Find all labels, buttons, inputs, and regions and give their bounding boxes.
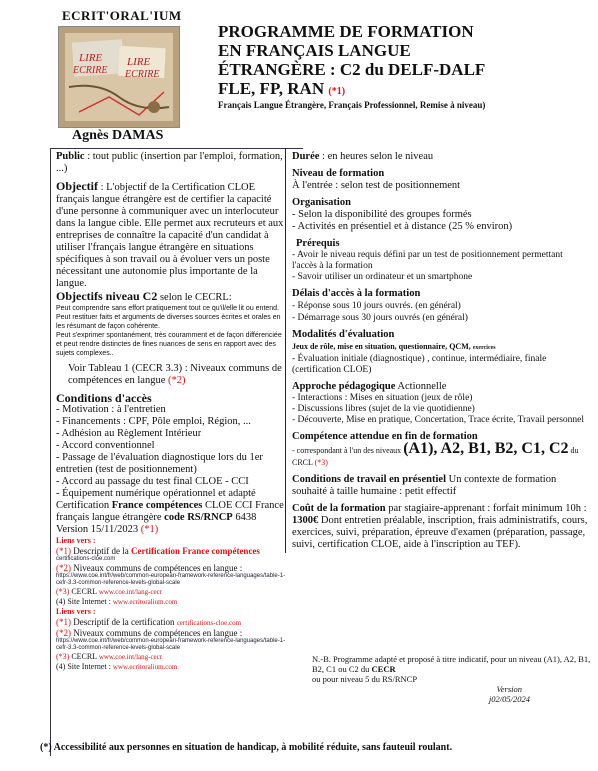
niveau-text: À l'entrée : selon test de positionnement: [292, 180, 461, 191]
lien-item: (*1) Descriptif de la certification certifications-cloe.com: [56, 617, 242, 627]
niveau-heading: Niveau de formation: [292, 168, 385, 179]
prerequis-heading: Prérequis: [296, 238, 340, 249]
author-name: Agnès DAMAS: [72, 128, 164, 143]
footnote-marker: (*1): [328, 86, 346, 97]
approche-heading: Approche pédagogique Actionnelle: [292, 381, 447, 392]
page-title: PROGRAMME DE FORMATION EN FRANÇAIS LANGUE ÉTRANGÈRE : C2 du DELF-DALF FLE, FP, RAN (*1): [218, 22, 486, 98]
condition-item: - Motivation : à l'entretien: [56, 404, 166, 415]
lien-item: (4) Site Internet : www.ecritoralium.com: [56, 597, 178, 606]
right-column: [292, 151, 590, 551]
lien-item: (*2) Niveaux communs de compétences en langue :: [56, 628, 243, 638]
competence-heading: Compétence attendue en fin de formation: [292, 431, 478, 442]
approche-item: - Discussions libres (sujet de la vie quotidienne): [292, 404, 475, 414]
svg-text:ECRIRE: ECRIRE: [73, 65, 108, 76]
condition-item: - Adhésion au Règlement Intérieur: [56, 428, 202, 439]
version-label: Version: [496, 684, 522, 694]
lien-item: (*3) CECRL www.coe.int/lang-cecr: [56, 587, 163, 596]
svg-text:LIRE: LIRE: [79, 52, 103, 64]
logo-illustration: [59, 27, 179, 127]
prerequis-item: - Savoir utiliser un ordinateur et un smartphone: [292, 272, 473, 282]
approche-item: - Découverte, Mise en pratique, Concertation, Trace écrite, Travail personnel: [292, 415, 585, 425]
duree-section: Durée : en heures selon le niveau: [292, 151, 434, 162]
page-subtitle: Français Langue Étrangère, Français Professionnel, Remise à niveau): [218, 100, 486, 110]
certification-text: Certification France compétences CLOE CCI France français langue étrangère code RS/RNCP 6438 Version 15/11/2023 (*1): [56, 500, 284, 535]
liens-heading: Liens vers :: [56, 536, 96, 545]
link[interactable]: https://www.coe.int/fr/web/common-european-framework-reference-languages/table-1-cefr-3.3-common-reference-levels-global-scale: [56, 638, 286, 651]
liens-heading: Liens vers :: [56, 607, 96, 616]
link[interactable]: https://www.coe.int/fr/web/common-european-framework-reference-languages/table-1-cefr-3.3-common-reference-levels-global-scale: [56, 573, 286, 586]
condition-item: - Financements : CPF, Pôle emploi, Région, ...: [56, 416, 251, 427]
competence-text: - correspondant à l'un des niveaux (A1), A2, B1, B2, C1, C2 du CRCL (*3): [292, 440, 579, 467]
approche-item: - Interactions : Mises en situation (jeux de rôle): [292, 393, 473, 403]
delais-item: - Réponse sous 10 jours ouvrés. (en général): [292, 301, 461, 311]
cout-section: Coût de la formation par stagiaire-apprenant : forfait minimum 10h : 1300€ Dont entretien préalable, inscription, frais administratifs, cours, exercices, suivi, préparation, épreuve d'examen (préparation, passage, suivi, certification CLOE, aide à l'inscription au TEF).: [292, 503, 588, 550]
lien-item: (4) Site Internet : www.ecritoralium.com: [56, 662, 178, 671]
condition-item: - Accord au passage du test final CLOE - CCI: [56, 476, 249, 487]
public-section: Public : tout public (insertion par l'emploi, formation, ...): [56, 151, 283, 174]
modalites-heading: Modalités d'évaluation: [292, 329, 395, 340]
niveau-desc-2: Peut restituer faits et arguments de diverses sources écrites et orales en les résumant de façon cohérente.: [56, 314, 281, 330]
objectif-section: Objectif : L'objectif de la Certification CLOE français langue étrangère est de certifier la capacité d'une personne à communiquer avec un interlocuteur dans la langue cible. Elle permet aux recruteurs et aux entreprises de connaître la capacité d'un candidat à utiliser l'français langue étrangère en situations spécifiques à son travail ou à évoluer vers un poste nécessitant une autonomie plus importante de la langue.: [56, 179, 284, 289]
delais-item: - Démarrage sous 30 jours ouvrés (en général): [292, 313, 468, 323]
conditions-heading: Conditions d'accès: [56, 391, 152, 405]
lien-item: (*3) CECRL www.coe.int/lang-cecr: [56, 652, 163, 661]
organisation-item: - Selon la disponibilité des groupes formés: [292, 209, 472, 220]
niveaux-heading: Objectifs niveau C2 selon le CECRL:: [56, 289, 232, 303]
lien-item: (*1) Descriptif de la Certification France compétences: [56, 546, 260, 556]
lien-item: (*2) Niveaux communs de compétences en langue :: [56, 563, 243, 573]
logo: [58, 26, 180, 128]
modalites-sub: Jeux de rôle, mise en situation, questionnaire, QCM, exercices: [292, 342, 496, 351]
link[interactable]: certifications-cloe.com: [56, 556, 116, 562]
niveau-desc-3: Peut s'exprimer spontanément, très couramment et de façon différenciée et peut rendre distinctes de fines nuances de sens en rapport avec des sujets complexes..: [56, 332, 282, 357]
organisation-item: - Activités en présentiel et à distance (25 % environ): [292, 221, 513, 232]
footer-note: (*) Accessibilité aux personnes en situation de handicap, à mobilité réduite, sans fauteuil roulant.: [40, 742, 453, 753]
organisation-heading: Organisation: [292, 197, 351, 208]
niveau-desc-1: Peut comprendre sans effort pratiquement tout ce qu'il/elle lit ou entend.: [56, 305, 280, 312]
left-column: [56, 151, 288, 672]
prerequis-item: - Avoir le niveau requis défini par un test de positionnement permettant l'accès à la formation: [292, 250, 563, 271]
brand-name: ECRIT'ORAL'IUM: [62, 8, 182, 23]
condition-item: - Passage de l'évaluation diagnostique lors du 1er entretien (test de positionnement): [56, 452, 263, 475]
delais-heading: Délais d'accès à la formation: [292, 288, 421, 299]
voir-tableau: Voir Tableau 1 (CECR 3.3) : Niveaux communs de compétences en langue (*2): [68, 363, 282, 386]
condition-item: - Équipement numérique opérationnel et adapté: [56, 488, 256, 499]
svg-text:ECRIRE: ECRIRE: [125, 69, 160, 80]
modalites-text: - Évaluation initiale (diagnostique) , continue, intermédiaire, finale (certification CLOE): [292, 354, 547, 375]
version-date: j02/05/2024: [488, 694, 530, 704]
svg-text:LIRE: LIRE: [127, 56, 151, 68]
note-bene: N.-B. Programme adapté et proposé à titre indicatif, pour un niveau (A1), A2, B1, B2, C1 ou C2 du CECR ou pour niveau 5 du RS/RNCP Version j02/05/2024: [312, 654, 591, 704]
travail-section: Conditions de travail en présentiel Un contexte de formation souhaité à taille humaine : petit effectif: [292, 474, 557, 497]
condition-item: - Accord conventionnel: [56, 440, 155, 451]
